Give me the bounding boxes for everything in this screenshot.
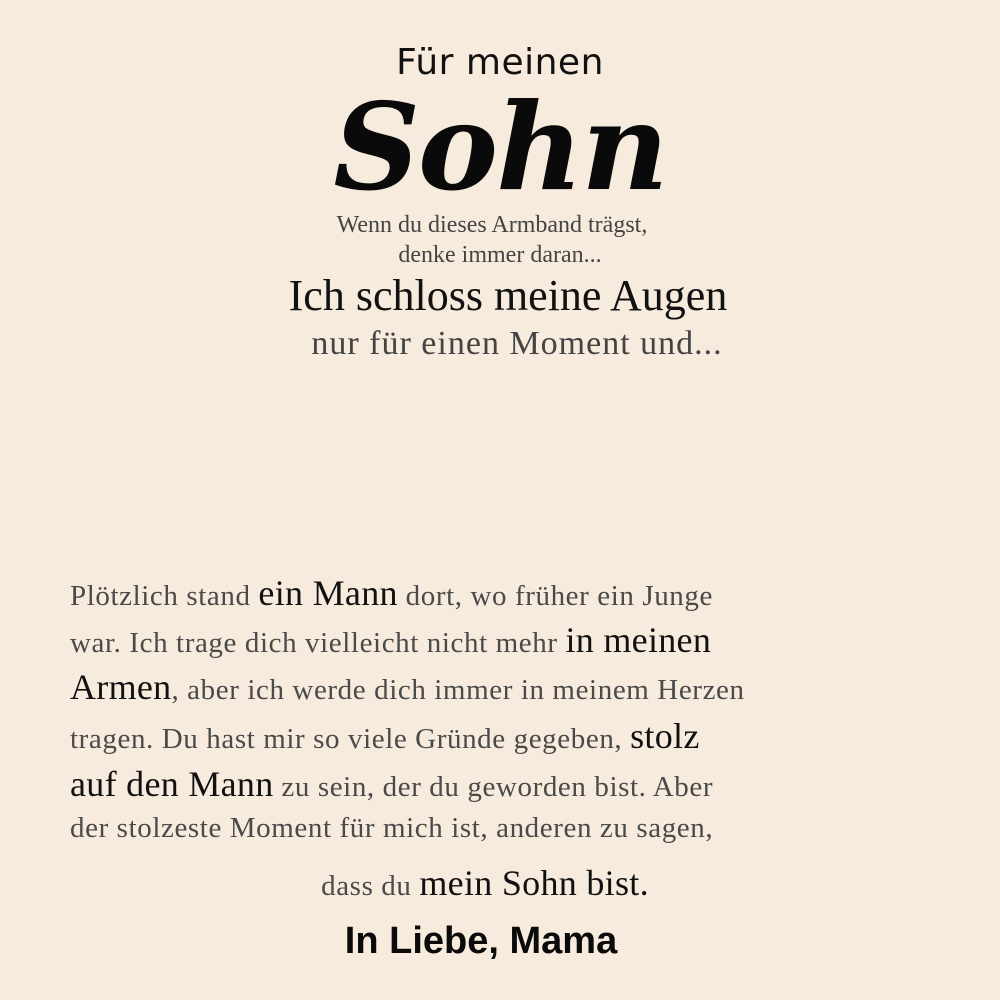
poem-line-1 bbox=[70, 572, 713, 614]
poem-emphasis: mein Sohn bist. bbox=[419, 863, 649, 903]
poem-text-segment: zu sein, der du geworden bist. Aber bbox=[273, 771, 714, 803]
poem-line-3 bbox=[70, 666, 745, 708]
poem-emphasis: ein Mann bbox=[258, 573, 398, 613]
poem-text-segment: dass du bbox=[321, 870, 420, 902]
headline-continuation: nur für einen Moment und... bbox=[311, 325, 723, 362]
poem-emphasis: stolz bbox=[630, 716, 700, 756]
subtitle-line-1: Wenn du dieses Armband trägst, bbox=[336, 212, 648, 238]
poem-line-4 bbox=[70, 715, 700, 757]
poem-line-2 bbox=[70, 619, 711, 661]
poem-line-5 bbox=[70, 763, 713, 805]
poem-line-6 bbox=[70, 812, 713, 845]
poem-text-segment: Plötzlich stand bbox=[70, 580, 259, 612]
subtitle-line-2: denke immer daran... bbox=[398, 242, 602, 268]
poem-emphasis: auf den Mann bbox=[70, 764, 274, 804]
pre-title: Für meinen bbox=[396, 42, 604, 83]
poem-text-segment: war. Ich trage dich vielleicht nicht mehr bbox=[70, 627, 566, 659]
headline: Ich schloss meine Augen bbox=[288, 271, 728, 320]
poem-emphasis: Armen bbox=[70, 667, 172, 707]
poem-text-segment: dort, wo früher ein Junge bbox=[397, 580, 713, 612]
poem-emphasis: in meinen bbox=[565, 620, 712, 660]
poem-line-7 bbox=[70, 862, 900, 904]
poem-text-segment: der stolzeste Moment für mich ist, anderen zu sagen, bbox=[70, 812, 714, 844]
signature: In Liebe, Mama bbox=[344, 920, 618, 962]
poem-text-segment: tragen. Du hast mir so viele Gründe gegeben, bbox=[70, 723, 631, 755]
poem-text-segment: , aber ich werde dich immer in meinem Herzen bbox=[171, 674, 745, 706]
title-sohn: Sohn bbox=[333, 77, 667, 218]
